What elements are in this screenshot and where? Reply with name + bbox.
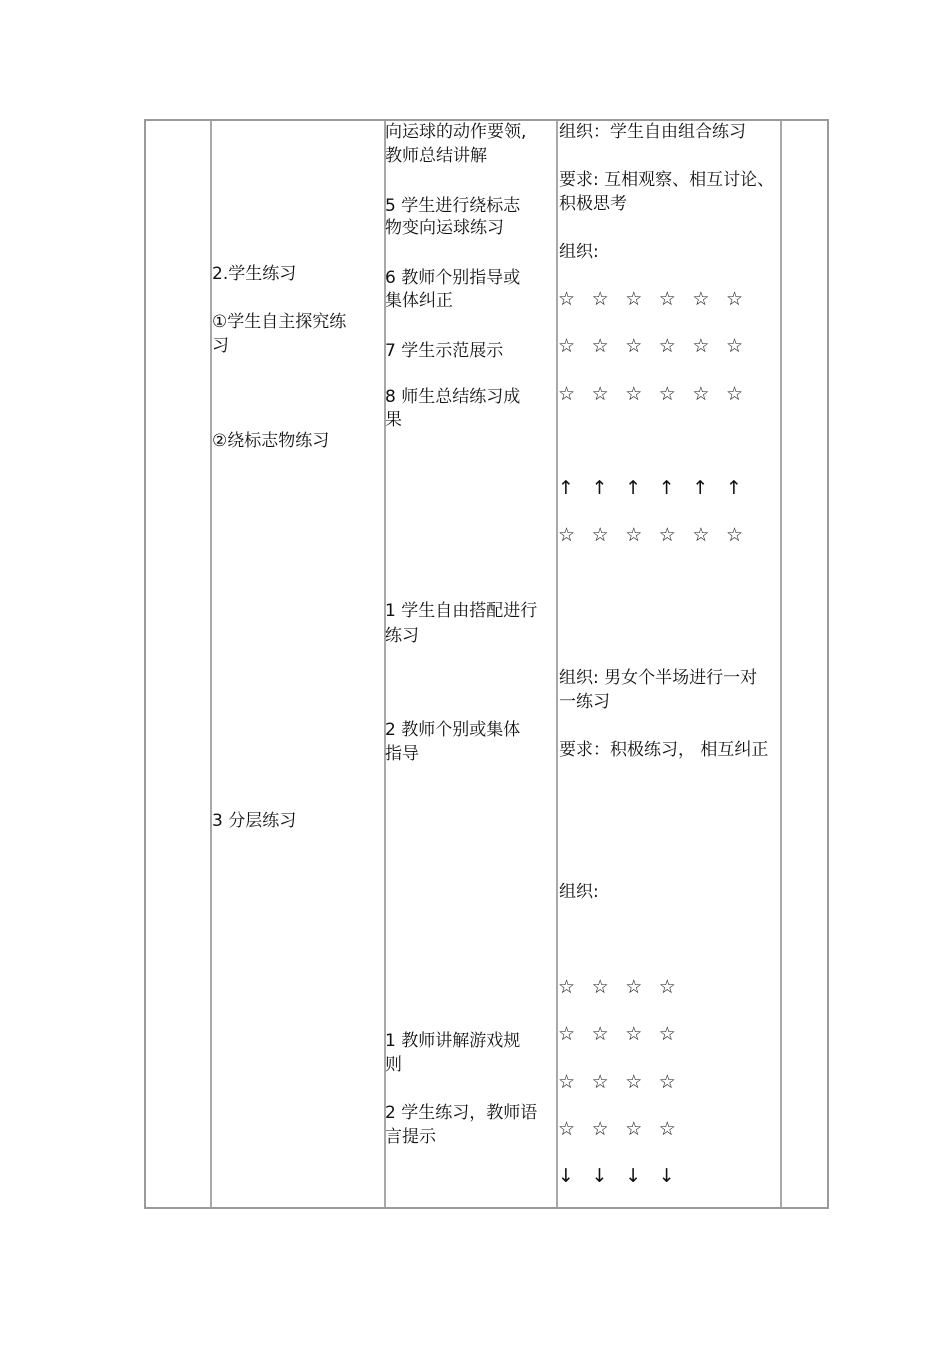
- star-icon: ☆: [658, 383, 676, 405]
- formation-row: [558, 382, 760, 406]
- down-arrow-icon: ↓: [658, 1165, 675, 1187]
- step-text: 8 师生总结练习成: [385, 387, 521, 407]
- up-arrow-icon: ↑: [558, 477, 574, 499]
- formation-row: [558, 334, 760, 358]
- down-arrow-icon: ↓: [591, 1165, 608, 1187]
- formation-row: [558, 1022, 692, 1046]
- star-icon: ☆: [591, 288, 609, 310]
- formation-row: [558, 287, 760, 311]
- organization-text: 一练习: [559, 692, 610, 712]
- organization-text: 组织:: [559, 242, 599, 262]
- formation-row: [558, 975, 692, 999]
- star-icon: ☆: [625, 1023, 643, 1045]
- star-icon: ☆: [558, 1071, 576, 1093]
- section-layered-practice: 3 分层练习: [212, 811, 297, 831]
- star-icon: ☆: [591, 383, 609, 405]
- step-text: 言提示: [385, 1127, 436, 1147]
- step-text: 2 学生练习，教师语: [385, 1103, 538, 1123]
- star-icon: ☆: [692, 524, 710, 546]
- step-text: 教师总结讲解: [385, 146, 487, 166]
- up-arrow-icon: ↑: [591, 477, 608, 499]
- star-icon: ☆: [625, 976, 643, 998]
- column-divider-4: [780, 121, 782, 1207]
- step-text: 向运球的动作要领,: [385, 122, 527, 142]
- star-icon: ☆: [658, 288, 676, 310]
- star-icon: ☆: [558, 1118, 576, 1140]
- requirement-text: 要求: 互相观察、相互讨论、: [559, 170, 775, 190]
- star-icon: ☆: [591, 976, 609, 998]
- formation-row: [558, 1164, 692, 1188]
- step-text: 物变向运球练习: [385, 218, 504, 238]
- up-arrow-icon: ↑: [692, 477, 709, 499]
- requirement-text: 要求：积极练习， 相互纠正: [559, 740, 769, 760]
- star-icon: ☆: [658, 524, 676, 546]
- section-student-practice: 2.学生练习: [212, 264, 297, 284]
- star-icon: ☆: [558, 288, 576, 310]
- step-text: 2 教师个别或集体: [385, 720, 521, 740]
- step-text: 练习: [385, 626, 419, 646]
- star-icon: ☆: [558, 1023, 576, 1045]
- step-text: 7 学生示范展示: [385, 341, 504, 361]
- star-icon: ☆: [625, 335, 643, 357]
- star-icon: ☆: [725, 383, 744, 405]
- section-self-explore-line2: 习: [212, 336, 229, 356]
- formation-row: [558, 523, 760, 547]
- star-icon: ☆: [725, 524, 744, 546]
- formation-row: [558, 476, 760, 500]
- down-arrow-icon: ↓: [558, 1165, 574, 1187]
- organization-text: 组织：学生自由组合练习: [559, 122, 746, 142]
- star-icon: ☆: [692, 288, 710, 310]
- star-icon: ☆: [625, 1118, 643, 1140]
- star-icon: ☆: [625, 1071, 643, 1093]
- star-icon: ☆: [692, 335, 710, 357]
- star-icon: ☆: [725, 288, 744, 310]
- star-icon: ☆: [591, 335, 609, 357]
- step-text: 1 学生自由搭配进行: [385, 601, 538, 621]
- star-icon: ☆: [625, 288, 643, 310]
- formation-row: [558, 1070, 692, 1094]
- down-arrow-icon: ↓: [625, 1165, 642, 1187]
- star-icon: ☆: [725, 335, 744, 357]
- step-text: 6 教师个别指导或: [385, 268, 521, 288]
- step-text: 果: [385, 410, 402, 430]
- requirement-text: 积极思考: [559, 194, 627, 214]
- step-text: 则: [385, 1055, 402, 1075]
- step-text: 集体纠正: [385, 291, 453, 311]
- star-icon: ☆: [692, 383, 710, 405]
- star-icon: ☆: [558, 524, 576, 546]
- organization-text: 组织: 男女个半场进行一对: [559, 668, 758, 688]
- star-icon: ☆: [625, 524, 643, 546]
- star-icon: ☆: [658, 1071, 676, 1093]
- star-icon: ☆: [591, 1118, 609, 1140]
- step-text: 指导: [385, 744, 419, 764]
- star-icon: ☆: [658, 335, 676, 357]
- star-icon: ☆: [558, 335, 576, 357]
- star-icon: ☆: [658, 1118, 676, 1140]
- step-text: 5 学生进行绕标志: [385, 196, 521, 216]
- section-marker-practice: ②绕标志物练习: [212, 431, 330, 451]
- star-icon: ☆: [591, 524, 609, 546]
- star-icon: ☆: [591, 1023, 609, 1045]
- star-icon: ☆: [658, 1023, 676, 1045]
- star-icon: ☆: [625, 383, 643, 405]
- star-icon: ☆: [558, 976, 576, 998]
- star-icon: ☆: [591, 1071, 609, 1093]
- up-arrow-icon: ↑: [725, 477, 742, 499]
- up-arrow-icon: ↑: [658, 477, 675, 499]
- section-self-explore-line1: ①学生自主探究练: [212, 312, 347, 332]
- star-icon: ☆: [558, 383, 576, 405]
- up-arrow-icon: ↑: [625, 477, 642, 499]
- organization-text: 组织:: [559, 882, 599, 902]
- formation-row: [558, 1117, 692, 1141]
- star-icon: ☆: [658, 976, 676, 998]
- step-text: 1 教师讲解游戏规: [385, 1031, 521, 1051]
